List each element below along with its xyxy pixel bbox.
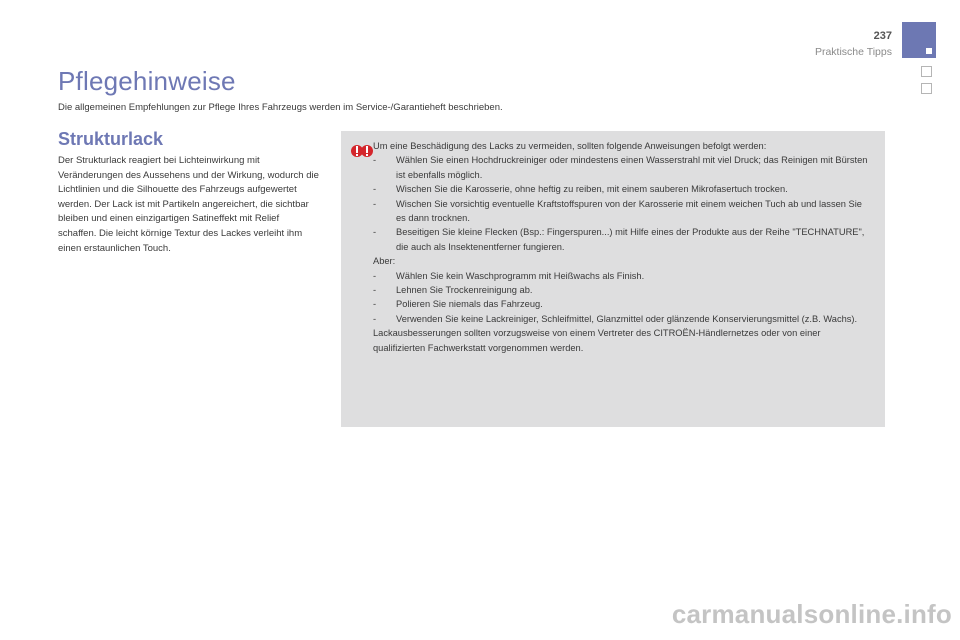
intro-text: Die allgemeinen Empfehlungen zur Pflege Ihres Fahrzeugs werden im Service-/Garantieheft beschrieben. <box>58 102 503 113</box>
section-heading: Strukturlack <box>58 129 164 149</box>
chapter-tab[interactable] <box>921 83 932 94</box>
list-item: - Wischen Sie vorsichtig eventuelle Kraftstoffspuren von der Karosserie mit einem weichen Tuch ab und lassen Sie es dann trocknen. <box>373 198 862 224</box>
list-item: - Polieren Sie niemals das Fahrzeug. <box>373 299 543 310</box>
warning-intro: Um eine Beschädigung des Lacks zu vermeiden, sollten folgende Anweisungen befolgt werden: <box>373 141 767 151</box>
list-item: - Wählen Sie einen Hochdruckreiniger oder mindestens einen Wasserstrahl mit viel Druck; das Reinigen mit Bürsten ist ebenfalls möglich. <box>373 155 868 180</box>
warning-closing: Lackausbesserungen sollten vorzugsweise von einem Vertreter des CITROËN-Händlernetzes oder von einer qualifizierten Fachwerkstatt vorgenommen werden. <box>373 328 821 353</box>
section-body: Der Strukturlack reagiert bei Lichteinwirkung mit Veränderungen des Aussehens und der Wirkung, wodurch die Lichtlinien und die Silhouette des Fahrzeugs aufgewertet werden. Der Lack ist mit Partikeln angereichert, die sichtbar bleiben und einen einzigartigen Satineffekt mit Relief schaffen. Die leicht körnige Textur des Lackes verleiht ihm einen erstaunlichen Touch. <box>58 155 319 254</box>
list-item: - Beseitigen Sie kleine Flecken (Bsp.: Fingerspuren...) mit Hilfe eines der Produkte aus der Reihe "TECHNATURE", die auch als Insektenentferner fungieren. <box>373 227 865 252</box>
chapter-tab-active[interactable] <box>902 22 936 58</box>
list-item: - Wischen Sie die Karosserie, ohne heftig zu reiben, mit einem sauberen Mikrofasertuch trocken. <box>373 184 788 195</box>
chapter-tab[interactable] <box>921 66 932 77</box>
aber-label: Aber: <box>373 256 396 267</box>
warning-content <box>373 139 873 355</box>
warning-icon <box>351 141 373 161</box>
page-number: 237 <box>873 30 892 42</box>
watermark: carmanualsonline.info <box>671 599 952 629</box>
list-item: - Verwenden Sie keine Lackreiniger, Schleifmittel, Glanzmittel oder glänzende Konservierungsmittel (z.B. Wachs). <box>373 313 858 324</box>
section-name: Praktische Tipps <box>814 46 892 58</box>
tab-marker <box>926 48 932 54</box>
warning-box <box>341 131 885 427</box>
list-item: - Lehnen Sie Trockenreinigung ab. <box>373 285 533 296</box>
page-title: Pflegehinweise <box>58 66 236 96</box>
list-item: - Wählen Sie kein Waschprogramm mit Heißwachs als Finish. <box>373 270 645 281</box>
